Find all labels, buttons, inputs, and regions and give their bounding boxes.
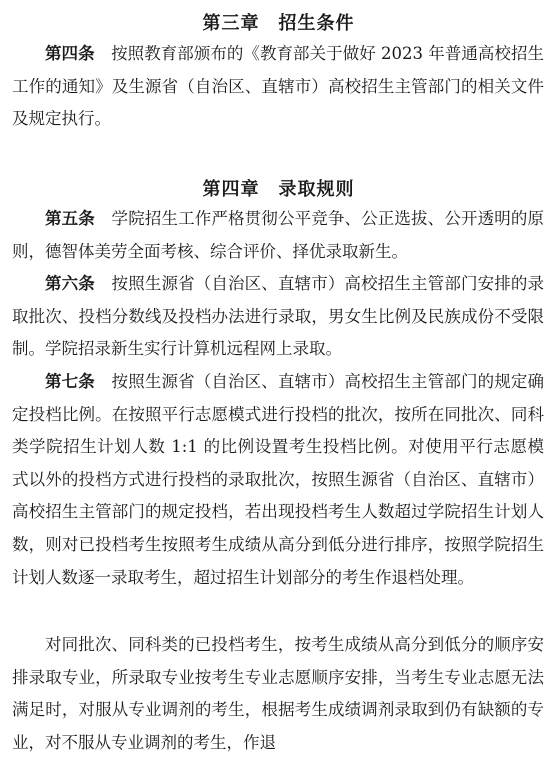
article-5-paragraph <box>12 203 544 268</box>
article-7-paragraph <box>12 366 544 594</box>
article-6-paragraph <box>12 268 544 366</box>
article-5-label: 第五条 <box>45 209 95 228</box>
article-6-label: 第六条 <box>45 274 95 293</box>
major-assignment-paragraph: 对同批次、同科类的已投档考生，按考生成绩从高分到低分的顺序安排录取专业，所录取专业按考生专业志愿顺序安排，当考生专业志愿无法满足时，对服从专业调剂的考生，根据考生成绩调剂录取到仍有缺额的专业，对不服从专业调剂的考生，作退 <box>12 635 544 752</box>
article-5-text: 学院招生工作严格贯彻公平竞争、公正选拔、公开透明的原则，德智体美劳全面考核、综合评价、择优录取新生。 <box>12 209 545 261</box>
article-4-text: 按照教育部颁布的《教育部关于做好 2023 年普通高校招生工作的通知》及生源省（自治区、直辖市）高校招生主管部门的相关文件及规定执行。 <box>12 44 544 129</box>
article-7-label: 第七条 <box>45 372 95 391</box>
article-7-text: 按照生源省（自治区、直辖市）高校招生主管部门的规定确定投档比例。在按照平行志愿模式进行投档的批次，按所在同批次、同科类学院招生计划人数 1:1 的比例设置考生投档比例。对使用平行志愿模式以外的投档方式进行投档的录取批次，按照生源省（自治区、直辖市）高校招生主管部门的规定投档，若出现投档考生人数超过学院招生计划人数，则对已投档考生按照考生成绩从高分到低分进行排序，按照学院招生计划人数逐一录取考生，超过招生计划部分的考生作退档处理。 <box>12 372 545 587</box>
chapter-3-heading: 第三章 招生条件 <box>202 13 355 34</box>
article-4-label: 第四条 <box>45 44 95 63</box>
article-4-paragraph <box>12 38 544 136</box>
chapter-4-heading: 第四章 录取规则 <box>202 179 355 200</box>
article-6-text: 按照生源省（自治区、直辖市）高校招生主管部门安排的录取批次、投档分数线及投档办法进行录取，男女生比例及民族成份不受限制。学院招录新生实行计算机远程网上录取。 <box>12 274 545 359</box>
